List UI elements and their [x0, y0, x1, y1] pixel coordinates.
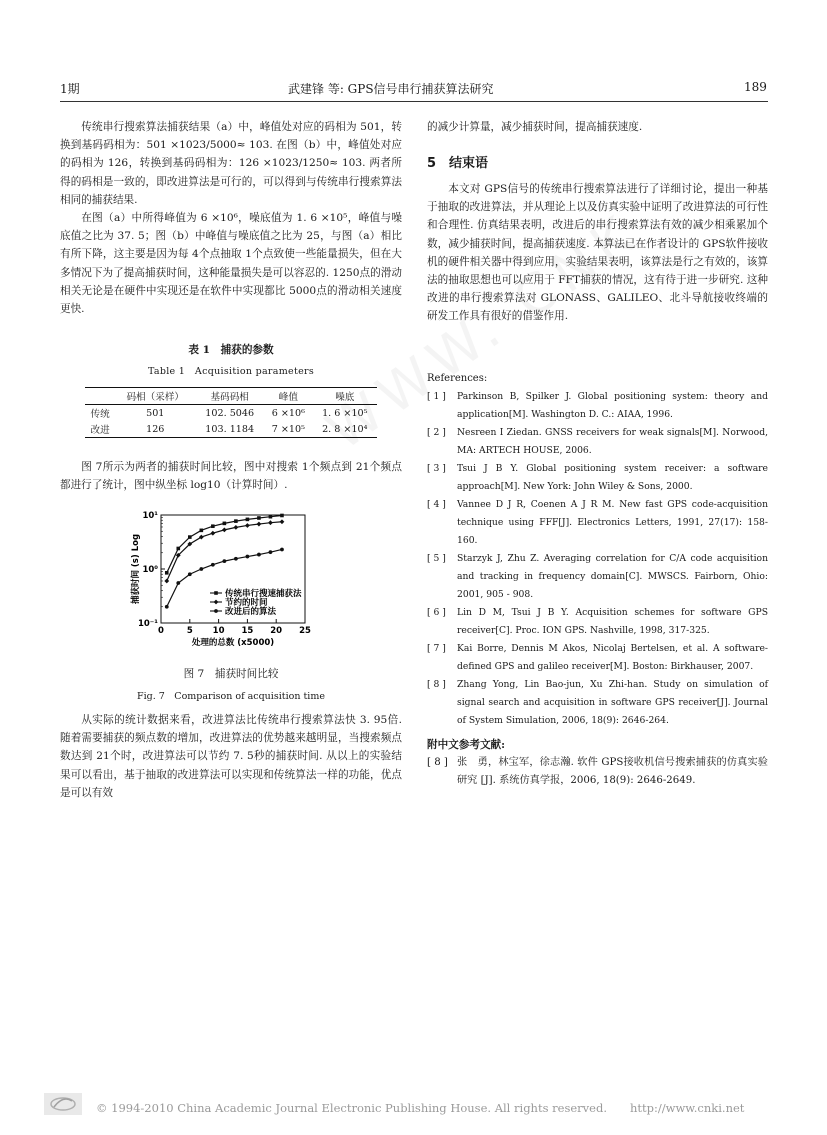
- data-point: [199, 567, 203, 571]
- data-point: [176, 581, 180, 585]
- table-cell: 102. 5046: [205, 407, 255, 419]
- data-point: [233, 525, 238, 530]
- table-cell: 126: [146, 423, 165, 435]
- table-header-cell: [85, 388, 115, 405]
- table-cell: 传统: [90, 409, 110, 420]
- y-axis-label: 捕获时间 (s) Log: [131, 533, 141, 605]
- data-point: [214, 591, 218, 595]
- reference-number: [ 5 ]: [427, 553, 446, 564]
- data-point: [211, 563, 215, 567]
- data-point: [211, 524, 215, 528]
- cn-references-list: [427, 754, 768, 790]
- data-point: [222, 527, 227, 532]
- data-point: [280, 519, 285, 524]
- legend-label: 传统串行搜速捕获法: [225, 589, 302, 599]
- x-axis-label: 处理的总数 (x5000): [191, 638, 275, 648]
- reference-item: [427, 496, 768, 550]
- reference-text: Vannee D J R, Coenen A J R M. New fast GPS code-acquisition technique using FFF[J]. Electronics Letters, 1991, 27(17): 158-160.: [457, 499, 768, 546]
- reference-item: [427, 754, 768, 790]
- reference-number: [ 3 ]: [427, 463, 446, 474]
- page-number: 189: [744, 80, 767, 94]
- table-header-cell: 基码码相: [210, 392, 249, 403]
- acquisition-time-chart: [128, 505, 328, 655]
- reference-item: [427, 640, 768, 676]
- table-title-en: Table 1 Acquisition parameters: [147, 366, 315, 377]
- table-row: [85, 421, 377, 438]
- data-point: [200, 529, 204, 533]
- right-column-top: [427, 118, 768, 136]
- x-tick-label: 20: [270, 626, 283, 636]
- data-point: [234, 557, 238, 561]
- data-point: [188, 535, 192, 539]
- reference-text: Zhang Yong, Lin Bao-jun, Xu Zhi-han. Study on simulation of signal search and acquisition in software GPS receiver[J]. Journal of System Simulation, 2006, 18(9): 2646-264.: [457, 679, 768, 726]
- x-tick-label: 0: [158, 626, 164, 636]
- paragraph: 本文对 GPS信号的传统串行搜索算法进行了详细讨论，提出一种基于抽取的改进算法，并从理论上以及仿真实验中证明了改进算法的可行性和合理性. 仿真结果表明，改进后的串行搜索算法有效的减少相乘累加个数，减少捕获时间，提高捕获速度. 本算法已在作者设计的 GPS软件接收机的硬件相关器中得到应用，实验结果表明，该算法是行之有效的，该算法的抽取思想也可以应用于 FFT捕获的情况，这有待于进一步研究. 这种改进的串行搜索算法对 GLONASS、GALILEO、北斗导航接收终端的研发工作具有很好的借鉴作用.: [427, 183, 768, 323]
- data-point: [165, 605, 169, 609]
- x-tick-label: 10: [212, 626, 225, 636]
- reference-text: 张 勇，林宝军，徐志瀚. 软件 GPS接收机信号搜索捕获的仿真实验研究 [J]. 系统仿真学报，2006, 18(9): 2646-2649.: [457, 757, 768, 786]
- table-cell: 改进: [90, 425, 110, 436]
- left-column-bottom: [60, 711, 402, 802]
- data-point: [245, 523, 250, 528]
- reference-item: [427, 604, 768, 640]
- section-title: 5 结束语: [427, 156, 489, 171]
- table-header-row: [85, 388, 377, 405]
- data-point: [280, 514, 284, 518]
- reference-item: [427, 388, 768, 424]
- data-point: [164, 579, 169, 584]
- table-cell: 2. 8 ×10⁴: [322, 423, 368, 435]
- data-point: [214, 600, 219, 605]
- legend: [210, 588, 302, 617]
- y-tick-label: 10¹: [142, 511, 158, 521]
- reference-text: Starzyk J, Zhu Z. Averaging correlation for C/A code acquisition and tracking in frequency domain[C]. MWSCS. Fairborn, Ohio: 2001, 905 - 908.: [457, 553, 768, 600]
- cn-references-title: 附中文参考文献:: [427, 739, 506, 751]
- table-cell: 6 ×10⁶: [271, 407, 305, 419]
- data-point: [246, 518, 250, 522]
- legend-label: 改进后的算法: [225, 607, 277, 617]
- reference-number: [ 2 ]: [427, 427, 446, 438]
- data-point: [268, 520, 273, 525]
- copyright-footer: © 1994-2010 China Academic Journal Electronic Publishing House. All rights reserved. http://www.cnki.net: [96, 1101, 745, 1115]
- reference-number: [ 1 ]: [427, 391, 446, 402]
- publisher-logo-icon: [44, 1093, 82, 1115]
- references-list: [427, 388, 768, 730]
- reference-text: Tsui J B Y. Global positioning system receiver: a software approach[M]. New York: John Wiley & Sons, 2000.: [457, 463, 768, 492]
- data-point: [223, 522, 227, 526]
- references-title: References:: [427, 373, 488, 384]
- legend-label: 节约的时间: [225, 598, 268, 608]
- data-point: [165, 571, 169, 575]
- reference-number: [ 4 ]: [427, 499, 446, 510]
- reference-item: [427, 550, 768, 604]
- paragraph: 传统串行搜索算法捕获结果（a）中，峰值处对应的码相为 501，转换到基码码相为：501 ×1023/5000≈ 103. 在图（b）中，峰值处对应的码相为 126，转换到基码码相为：126 ×1023/1250≈ 103. 两者所得的码相是一致的，即改进算法是可行的，可以得到与传统串行搜索算法相同的捕获结果.: [60, 121, 402, 206]
- data-point: [234, 519, 238, 523]
- table-cell: 7 ×10⁵: [271, 423, 305, 435]
- reference-text: Lin D M, Tsui J B Y. Acquisition schemes for software GPS receiver[C]. Proc. ION GPS. Nashville, 1998, 317-325.: [457, 607, 768, 636]
- conclusion-text: [427, 180, 768, 326]
- data-point: [280, 548, 284, 552]
- x-tick-label: 25: [299, 626, 311, 636]
- data-point: [214, 609, 218, 613]
- table-row: [85, 405, 377, 422]
- figure-caption-en: Fig. 7 Comparison of acquisition time: [137, 691, 325, 702]
- reference-text: Parkinson B, Spilker J. Global positioning system: theory and application[M]. Washington D. C.: AIAA, 1996.: [457, 391, 768, 420]
- table-cell: 1. 6 ×10⁵: [322, 407, 368, 419]
- data-point: [269, 550, 273, 554]
- table-title: 表 1 捕获的参数: [188, 344, 274, 356]
- x-tick-label: 5: [186, 626, 193, 636]
- data-point: [246, 555, 250, 559]
- data-point: [176, 547, 180, 551]
- header-rule: [60, 101, 768, 102]
- left-column-top: [60, 118, 402, 318]
- y-tick-label: 10⁰: [142, 565, 158, 575]
- data-point: [257, 553, 261, 557]
- reference-text: Nesreen I Ziedan. GNSS receivers for weak signals[M]. Norwood, MA: ARTECH HOUSE, 2006.: [457, 427, 768, 456]
- paragraph: 从实际的统计数据来看，改进算法比传统串行搜索算法快 3. 95倍. 随着需要捕获的频点数的增加，改进算法的优势越来越明显，当搜索频点数达到 21个时，改进算法可以节约 7. 5秒的捕获时间. 从以上的实验结果可以看出，基于抽取的改进算法可以实现和传统算法一样的功能，优点是可以有效: [60, 714, 402, 799]
- paragraph: 图 7所示为两者的捕获时间比较，图中对搜索 1个频点到 21个频点都进行了统计，图中纵坐标 log10（计算时间）.: [60, 461, 402, 492]
- data-point: [269, 515, 273, 519]
- parameters-table: [85, 387, 377, 438]
- issue-label: 1期: [60, 82, 80, 96]
- data-point: [222, 559, 226, 563]
- table-cell: 501: [146, 407, 165, 419]
- left-column-mid: [60, 458, 402, 494]
- running-title: 武建锋 等: GPS信号串行捕获算法研究: [288, 82, 494, 96]
- table-header-cell: 码相（采样）: [126, 392, 185, 403]
- reference-item: [427, 424, 768, 460]
- table-header-cell: 峰值: [278, 392, 298, 403]
- reference-number: [ 8 ]: [427, 757, 448, 768]
- references-section: [427, 370, 768, 790]
- y-tick-label: 10⁻¹: [137, 619, 158, 629]
- data-point: [257, 522, 262, 527]
- reference-number: [ 7 ]: [427, 643, 446, 654]
- table-header-cell: 噪底: [335, 392, 355, 403]
- x-tick-label: 15: [241, 626, 254, 636]
- data-point: [257, 516, 261, 520]
- reference-number: [ 8 ]: [427, 679, 446, 690]
- figure-caption: 图 7 捕获时间比较: [183, 668, 279, 680]
- reference-item: [427, 676, 768, 730]
- table-cell: 103. 1184: [205, 423, 255, 435]
- reference-text: Kai Borre, Dennis M Akos, Nicolaj Bertelsen, et al. A software-defined GPS and galileo receiver[M]. Boston: Birkhauser, 2007.: [457, 643, 768, 672]
- paragraph: 的减少计算量，减少捕获时间，提高捕获速度.: [427, 121, 643, 133]
- data-point: [210, 531, 215, 536]
- reference-item: [427, 460, 768, 496]
- paragraph: 在图（a）中所得峰值为 6 ×10⁶，噪底值为 1. 6 ×10⁵，峰值与噪底值之比为 37. 5；图（b）中峰值与噪底值之比为 25，与图（a）相比有所下降，这主要是因为每 4个点抽取 1个点致使一些能量损失，但在大多情况下为了提高捕获时间，这种能量损失是可以容忍的. 1250点的滑动相关无论是在硬件中实现还是在软件中实现都比 5000点的滑动相关速度更快.: [60, 212, 402, 316]
- series-2: [164, 519, 284, 583]
- data-point: [188, 572, 192, 576]
- reference-number: [ 6 ]: [427, 607, 446, 618]
